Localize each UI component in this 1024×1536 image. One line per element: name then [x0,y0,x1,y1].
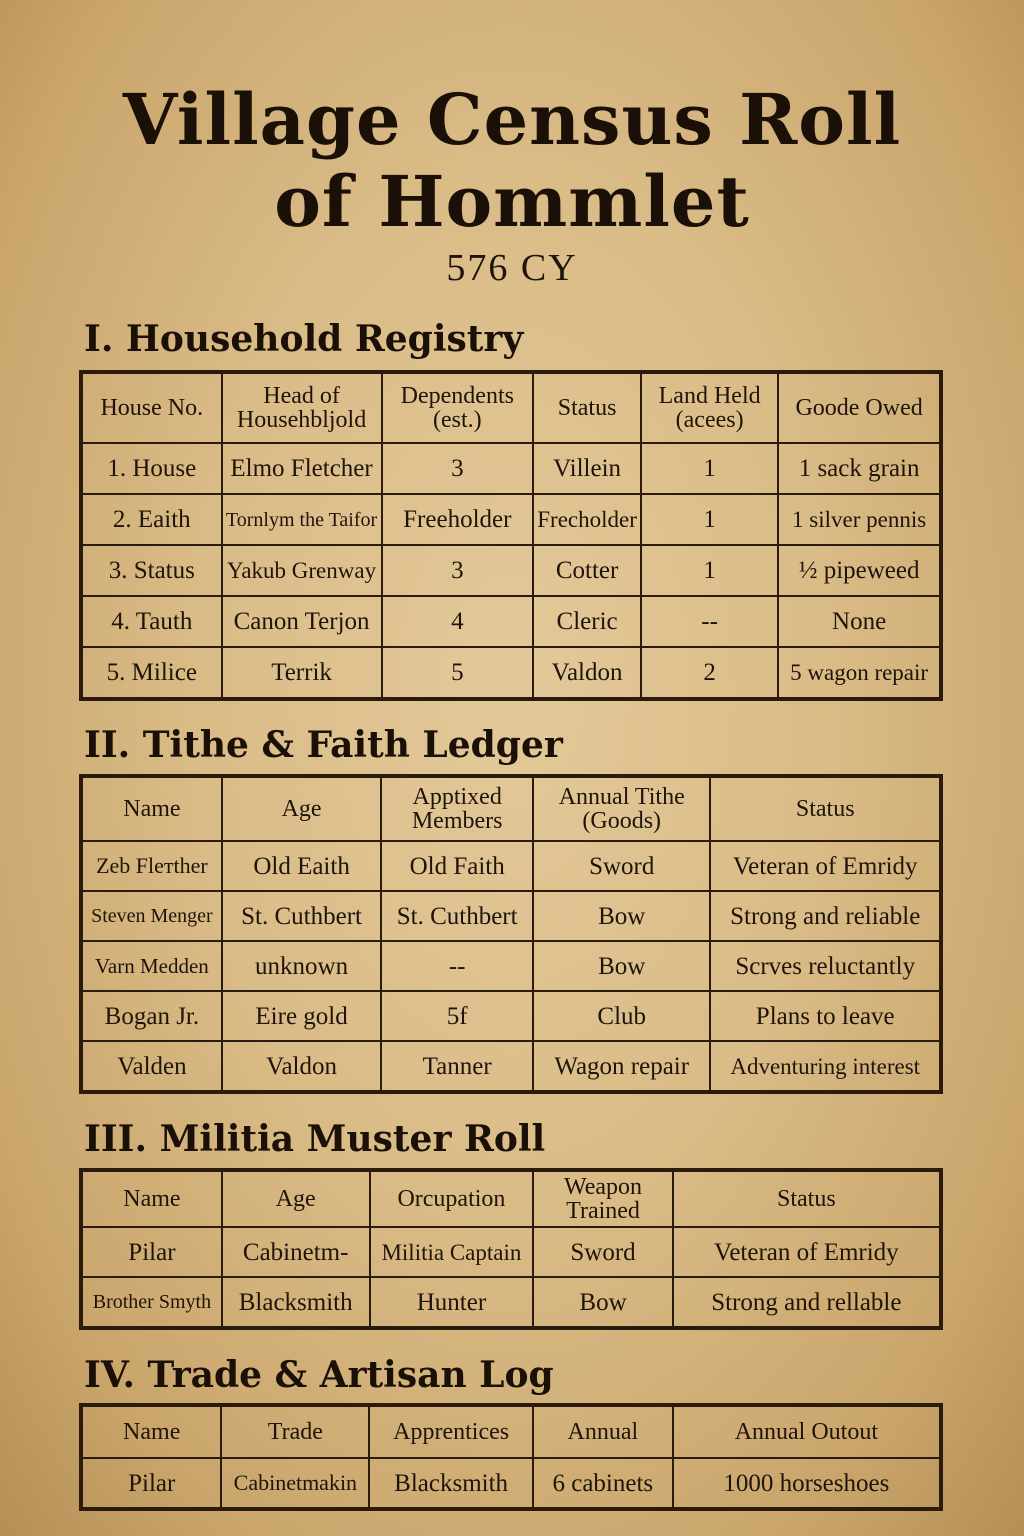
cell: Old Eaith [222,841,382,891]
table-row [82,1041,940,1091]
header-name: Name [82,1171,222,1227]
table-row [82,494,940,545]
cell: Adventuring interest [710,1041,940,1091]
cell: 5f [381,991,533,1041]
cell: Tornlym the Taifor [222,494,382,545]
header-head-of-household: Head of Househbljold [222,373,382,443]
header-weapon-trained: Weapon Trained [533,1171,672,1227]
cell: Plans to leave [710,991,940,1041]
header-apptixed-members: Apptixed Members [381,777,533,841]
cell: unknown [222,941,382,991]
table-row [82,941,940,991]
household-heading: I. Household Registry [84,318,524,360]
cell: Bow [533,891,710,941]
cell: Elmo Fletcher [222,443,382,494]
cell: Pilar [82,1458,221,1508]
cell: Old Faith [381,841,533,891]
census-year: 576 CY [446,247,578,289]
cell: Militia Captain [370,1227,534,1277]
cell: Veteran of Emridy [710,841,940,891]
table-row [82,596,940,647]
cell: Terrik [222,647,382,698]
cell: None [778,596,940,647]
cell: 5 [382,647,534,698]
header-goods-owed: Goode Owed [778,373,940,443]
militia-heading: III. Militia Muster Roll [84,1118,546,1160]
cell: Bogan Jr. [82,991,222,1041]
cell: 1 [641,443,778,494]
cell: Pilar [82,1227,222,1277]
household-table [81,372,941,699]
title-line-2: of Hommlet [274,160,750,243]
cell: 2 [641,647,778,698]
header-annual-output: Annual Outout [673,1406,940,1458]
cell: ½ pipeweed [778,545,940,596]
table-row [82,1277,940,1327]
cell: 3 [382,545,534,596]
tithe-table [81,776,941,1092]
cell: Brother Smyth [82,1277,222,1327]
header-apprentices: Apprentices [369,1406,533,1458]
cell: 5 wagon repair [778,647,940,698]
header-dependents: Dependents (est.) [382,373,534,443]
cell: Tanner [381,1041,533,1091]
cell: Valdon [533,647,641,698]
table-row [82,1458,940,1508]
cell: 2. Eaith [82,494,222,545]
cell: Scrves reluctantly [710,941,940,991]
header-annual: Annual [533,1406,673,1458]
table-row [82,647,940,698]
cell: St. Cuthbert [381,891,533,941]
cell: Strong and rellable [673,1277,940,1327]
cell: Villein [533,443,641,494]
cell: 1 sack grain [778,443,940,494]
header-house-no: House No. [82,373,222,443]
header-trade: Trade [221,1406,369,1458]
table-row [82,545,940,596]
cell: 1 silver pennis [778,494,940,545]
cell: Veteran of Emridy [673,1227,940,1277]
header-annual-tithe: Annual Tithe (Goods) [533,777,710,841]
cell: Strong and reliable [710,891,940,941]
cell: Bow [533,1277,672,1327]
cell: St. Cuthbert [222,891,382,941]
cell: Blacksmith [369,1458,533,1508]
header-age: Age [222,1171,370,1227]
tithe-heading: II. Tithe & Faith Ledger [84,724,563,766]
cell: Hunter [370,1277,534,1327]
cell: Blacksmith [222,1277,370,1327]
cell: -- [381,941,533,991]
header-status: Status [673,1171,940,1227]
table-row [82,841,940,891]
header-name: Name [82,1406,221,1458]
cell: Zeb Flетther [82,841,222,891]
cell: Yakub Grenway [222,545,382,596]
cell: 4 [382,596,534,647]
cell: 1 [641,545,778,596]
militia-header-row [82,1171,940,1227]
cell: 1. House [82,443,222,494]
cell: Valden [82,1041,222,1091]
cell: Sword [533,1227,672,1277]
trade-table [81,1405,941,1509]
cell: Freeholder [382,494,534,545]
table-row [82,991,940,1041]
cell: 3 [382,443,534,494]
cell: Club [533,991,710,1041]
trade-heading: IV. Trade & Artisan Log [84,1354,554,1396]
cell: Steven Menger [82,891,222,941]
cell: 1000 horseshoes [673,1458,940,1508]
cell: Sword [533,841,710,891]
cell: Cleric [533,596,641,647]
cell: 1 [641,494,778,545]
header-status: Status [533,373,641,443]
cell: 6 cabinets [533,1458,673,1508]
cell: 3. Status [82,545,222,596]
cell: Eire gold [222,991,382,1041]
header-age: Age [222,777,382,841]
header-occupation: Orcupation [370,1171,534,1227]
table-row [82,891,940,941]
cell: Frecholder [533,494,641,545]
table-row [82,1227,940,1277]
header-name: Name [82,777,222,841]
cell: Cabinetm- [222,1227,370,1277]
tithe-header-row [82,777,940,841]
cell: Cotter [533,545,641,596]
trade-header-row [82,1406,940,1458]
cell: Bow [533,941,710,991]
cell: -- [641,596,778,647]
cell: Valdon [222,1041,382,1091]
cell: Cabinetmakin [221,1458,369,1508]
cell: 5. Milice [82,647,222,698]
table-row [82,443,940,494]
cell: Varn Medden [82,941,222,991]
militia-table [81,1170,941,1328]
cell: Wagon repair [533,1041,710,1091]
header-land-held: Land Held (acees) [641,373,778,443]
title-line-1: Village Census Roll [122,78,902,161]
cell: Canon Terjon [222,596,382,647]
household-header-row [82,373,940,443]
cell: 4. Tauth [82,596,222,647]
header-status: Status [710,777,940,841]
